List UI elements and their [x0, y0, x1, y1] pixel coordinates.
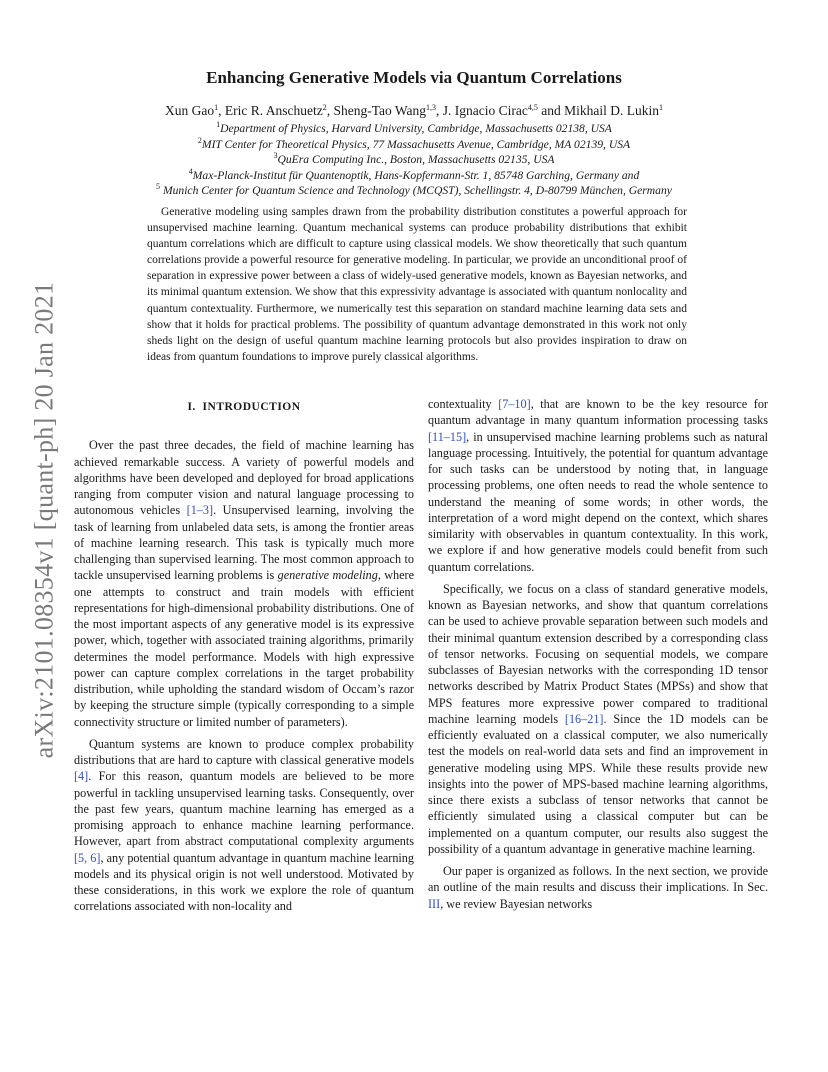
author-name: Eric R. Anschuetz: [224, 103, 323, 118]
affiliation-mark: 2: [197, 135, 202, 145]
text-run: . Unsupervised learning, involving the task of learning from unlabeled data sets, is among the frontier areas of machine learning research. This task is typically much more challenging than supervised learning. The most common approach to tackle unsupervised learning problems is: [74, 503, 414, 583]
text-run: contextuality: [428, 397, 499, 411]
text-run: Quantum systems are known to produce complex probability distributions that are hard to capture with classical generative models: [74, 736, 414, 767]
author-name: Xun Gao: [164, 103, 215, 118]
affiliation-mark: 5: [156, 182, 161, 191]
author-name: Sheng-Tao Wang: [333, 103, 427, 118]
affiliation-line: [0, 183, 828, 199]
affiliation-line: [0, 168, 828, 184]
affiliation-list: [0, 121, 828, 199]
body-paragraph: [74, 736, 414, 915]
affiliation-text: QuEra Computing Inc., Boston, Massachusetts 02135, USA: [277, 153, 555, 166]
emphasized-term: generative modeling: [277, 568, 378, 583]
arxiv-identifier-stamp: [18, 240, 70, 800]
citation-link[interactable]: [4]: [74, 769, 89, 784]
affiliation-line: [0, 121, 828, 137]
affiliation-mark: 1: [216, 120, 221, 129]
affiliation-line: [0, 137, 828, 153]
author-name: J. Ignacio Cirac: [442, 103, 528, 118]
affiliation-mark: 4: [188, 166, 193, 176]
affiliation-line: [0, 152, 828, 168]
text-run: . Since the 1D models can be efficiently evaluated on a classical computer, we also numerically test the models on real-world data sets and find an improvement in generative modeling using MPS. While these results provide new insights into the power of MPS-based machine learning algorithms, since there exists a subclass of tensor networks that cannot be efficiently simulated using a classical computer but can be implemented on a quantum computer, our results also suggest the possibility of a quantum advantage in generative machine learning.: [428, 711, 768, 856]
text-run: , where one attempts to construct and train models with efficient representations for high-dimensional probability distributions. One of the most important aspects of any generative model is its expressive power, which, together with associated training algorithms, primarily determines the model performance. Models with high expressive power can capture complex correlations in the target probability distribution, while upholding the standard wisdom of Occam’s razor by keeping the structure simple (typically corresponding to a simple connectivity structure or limited number of parameters).: [74, 568, 414, 729]
affiliation-text: Munich Center for Quantum Science and Technology (MCQST), Schellingstr. 4, D-80799 München, Germany: [162, 184, 672, 197]
text-run: Our paper is organized as follows. In the next section, we provide an outline of the main results and discuss their implications. In Sec.: [428, 864, 768, 895]
affiliation-text: Max-Planck-Institut für Quantenoptik, Hans-Kopfermann-Str. 1, 85748 Garching, Germany and: [192, 168, 640, 182]
citation-link[interactable]: [16–21]: [564, 711, 604, 726]
text-run: Over the past three decades, the field of machine learning has achieved remarkable success. A variety of powerful models and algorithms have been developed and deployed for broad applications ranging from computer vision and natural language processing to autonomous vehicles: [74, 438, 414, 518]
text-run: . For this reason, quantum models are believed to be more powerful in tackling unsupervised learning tasks. Consequently, over the past few years, quantum machine learning has emerged as a promising approach to enhance machine learning performance. However, apart from abstract computational complexity arguments: [74, 769, 414, 849]
affiliation-mark: 3: [273, 151, 278, 160]
arxiv-id-text: arXiv:2101.08354v1 [quant-ph] 20 Jan 2021: [29, 281, 58, 759]
text-run: , we review Bayesian networks: [440, 896, 593, 911]
citation-link[interactable]: [11–15]: [428, 429, 467, 444]
text-run: , any potential quantum advantage in quantum machine learning models and its physical origin is not well understood. Motivated by these considerations, in this work we explore the role of quantum correlations associated with non-locality and: [74, 850, 414, 914]
authors-conjunction: and: [541, 103, 561, 118]
text-run: Specifically, we focus on a class of standard generative models, known as Bayesian networks, and show that quantum correlations can be used to achieve provable separation between such models and their minimal quantum extension described by a corresponding class of tensor networks. Focusing on sequential models, we compare subclasses of Bayesian networks with the corresponding 1D tensor networks described by Matrix Product States (MPSs) and show that MPS features more expressive power compared to traditional machine learning models: [428, 581, 768, 726]
text-run: , in unsupervised machine learning problems such as natural language processing. Intuitively, the potential for quantum advantage for such tasks can be understood by noting that, in language processing problems, one often needs to read the whole sentence to understand the meaning of some words; in other words, the interpretation of a word might depend on the context, which shares similarity with observables in quantum contextuality. In this work, we explore if and how generative models could benefit from such quantum correlations.: [428, 429, 768, 574]
author-affil-mark: 2: [322, 103, 327, 112]
affiliation-text: MIT Center for Theoretical Physics, 77 Massachusetts Avenue, Cambridge, MA 02139, USA: [201, 137, 631, 151]
body-paragraph: [74, 437, 414, 730]
text-run: , that are known to be the key resource for quantum advantage in many quantum information processing tasks: [428, 397, 768, 428]
body-paragraph: [428, 863, 768, 912]
author-affil-mark: 4,5: [527, 103, 538, 112]
abstract: Generative modeling using samples drawn from the probability distribution constitutes a powerful approach for unsupervised machine learning. Quantum mechanical systems can produce probability distributions that exhibit quantum correlations which are difficult to capture using classical models. We show theoretically that such quantum correlations provide a powerful resource for generative modeling. In particular, we provide an unconditional proof of separation in expressive power between a class of widely-used generative models, known as Bayesian networks, and its minimal quantum extension. We show that this expressivity advantage is associated with quantum nonlocality and quantum contextuality. Furthermore, we numerically test this separation on standard machine learning data sets and show that it holds for practical problems. The possibility of quantum advantage demonstrated in this work not only sheds light on the design of useful quantum machine learning protocols but also provides inspiration to draw on ideas from quantum foundations to improve purely classical algorithms.: [147, 206, 687, 363]
citation-link[interactable]: [5, 6]: [74, 850, 101, 865]
author-affil-mark: 1,3: [426, 103, 437, 112]
section-heading: [74, 399, 414, 415]
section-number: I.: [187, 401, 196, 413]
right-column: [428, 396, 768, 918]
citation-link[interactable]: [7–10]: [498, 397, 531, 411]
citation-link[interactable]: III: [428, 896, 441, 911]
citation-link[interactable]: [1–3]: [186, 503, 214, 518]
author-affil-mark: 1: [659, 103, 664, 112]
author-name: Mikhail D. Lukin: [564, 103, 660, 118]
paper-title: Enhancing Generative Models via Quantum Correlations: [206, 68, 622, 87]
body-paragraph: [428, 581, 768, 857]
author-affil-mark: 1: [214, 103, 219, 112]
body-paragraph: [428, 396, 768, 575]
left-column: [74, 396, 414, 921]
section-title: INTRODUCTION: [202, 401, 301, 413]
author-list: Xun Gao$^1$, Eric R. Anschuetz$^2$, Sheng-Tao Wang$^{1,3}$, J. Ignacio Cirac$^{4,5}$ and Mikhail D. Lukin$^1$: [164, 103, 664, 118]
affiliation-text: Department of Physics, Harvard University, Cambridge, Massachusetts 02138, USA: [220, 122, 612, 135]
